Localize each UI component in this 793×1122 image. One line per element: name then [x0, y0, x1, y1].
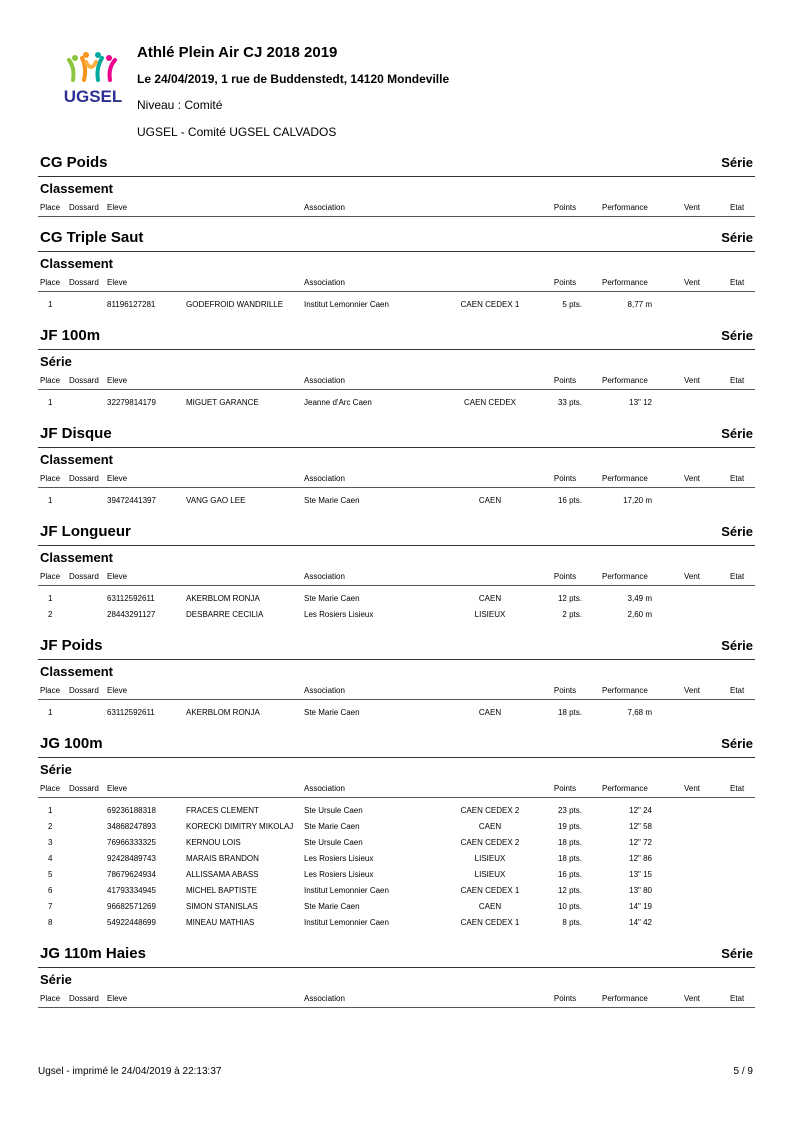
result-dossard: 69236188318	[107, 806, 156, 815]
event-spacer	[38, 217, 755, 226]
result-association: Institut Lemonnier Caen	[304, 886, 389, 895]
result-dossard: 39472441397	[107, 496, 156, 505]
result-eleve: KERNOU LOIS	[186, 838, 241, 847]
column-header-points: Points	[553, 994, 577, 1003]
event-name: JG 100m	[40, 735, 103, 752]
event-phase: Série	[40, 762, 72, 777]
result-row	[38, 914, 755, 930]
column-header-place: Place	[40, 686, 61, 695]
result-place: 6	[48, 886, 53, 895]
column-headers	[38, 780, 755, 798]
result-place: 8	[48, 918, 53, 927]
column-header-dossard: Dossard	[69, 686, 99, 695]
event-section	[38, 520, 755, 625]
column-header-place: Place	[40, 474, 61, 483]
column-headers	[38, 568, 755, 586]
event-spacer	[38, 933, 755, 942]
column-header-dossard: Dossard	[69, 474, 99, 483]
result-row	[38, 898, 755, 914]
result-place: 1	[48, 398, 53, 407]
column-header-points: Points	[553, 474, 577, 483]
result-association: Ste Marie Caen	[304, 822, 360, 831]
result-place: 1	[48, 594, 53, 603]
event-name: JF Longueur	[40, 523, 131, 540]
column-header-vent: Vent	[684, 686, 701, 695]
event-phase: Classement	[40, 664, 113, 679]
events-list	[38, 151, 755, 1008]
column-header-etat: Etat	[730, 784, 745, 793]
result-eleve: FRACES CLEMENT	[186, 806, 259, 815]
event-header	[38, 226, 755, 252]
result-eleve: ALLISSAMA ABASS	[186, 870, 259, 879]
column-header-association: Association	[304, 784, 345, 793]
event-spacer	[38, 413, 755, 422]
result-eleve: AKERBLOM RONJA	[186, 594, 260, 603]
result-points: 12 pts.	[557, 594, 582, 603]
event-name: JF Poids	[40, 637, 103, 654]
competition-title: Athlé Plein Air CJ 2018 2019	[137, 44, 338, 61]
result-row	[38, 704, 755, 720]
result-association: Institut Lemonnier Caen	[304, 918, 389, 927]
result-row	[38, 834, 755, 850]
result-performance: 13" 80	[629, 886, 652, 895]
result-city: CAEN	[478, 594, 502, 603]
column-header-etat: Etat	[730, 278, 745, 287]
column-header-performance: Performance	[602, 572, 648, 581]
event-section	[38, 942, 755, 1008]
result-place: 1	[48, 806, 53, 815]
result-points: 16 pts.	[557, 496, 582, 505]
column-header-dossard: Dossard	[69, 994, 99, 1003]
result-association: Ste Marie Caen	[304, 708, 360, 717]
result-association: Ste Ursule Caen	[304, 838, 363, 847]
event-section	[38, 732, 755, 933]
result-eleve: MIGUET GARANCE	[186, 398, 259, 407]
event-header	[38, 324, 755, 350]
result-performance: 13" 12	[629, 398, 652, 407]
column-header-performance: Performance	[602, 278, 648, 287]
column-header-performance: Performance	[602, 376, 648, 385]
result-points: 16 pts.	[557, 870, 582, 879]
column-header-eleve: Eleve	[107, 572, 128, 581]
result-association: Les Rosiers Lisieux	[304, 870, 374, 879]
column-header-points: Points	[553, 784, 577, 793]
result-city: LISIEUX	[474, 610, 506, 619]
result-eleve: MINEAU MATHIAS	[186, 918, 255, 927]
result-association: Ste Marie Caen	[304, 594, 360, 603]
ugsel-logo-icon	[60, 50, 126, 106]
column-header-vent: Vent	[684, 994, 701, 1003]
result-dossard: 32279814179	[107, 398, 156, 407]
result-dossard: 54922448699	[107, 918, 156, 927]
result-eleve: DESBARRE CECILIA	[186, 610, 264, 619]
column-header-etat: Etat	[730, 686, 745, 695]
result-row	[38, 394, 755, 410]
result-performance: 12" 58	[629, 822, 652, 831]
result-eleve: VANG GAO LEE	[186, 496, 246, 505]
result-row	[38, 866, 755, 882]
result-association: Ste Marie Caen	[304, 496, 360, 505]
results-list	[38, 292, 755, 315]
column-header-eleve: Eleve	[107, 474, 128, 483]
result-eleve: GODEFROID WANDRILLE	[186, 300, 284, 309]
column-header-association: Association	[304, 474, 345, 483]
column-header-performance: Performance	[602, 994, 648, 1003]
organisation-name: UGSEL - Comité UGSEL CALVADOS	[137, 125, 337, 139]
result-dossard: 96682571269	[107, 902, 156, 911]
event-header	[38, 634, 755, 660]
result-dossard: 78679624934	[107, 870, 156, 879]
column-header-eleve: Eleve	[107, 784, 128, 793]
result-row	[38, 818, 755, 834]
column-header-place: Place	[40, 572, 61, 581]
column-headers	[38, 470, 755, 488]
column-header-vent: Vent	[684, 278, 701, 287]
result-eleve: MICHEL BAPTISTE	[186, 886, 257, 895]
event-spacer	[38, 511, 755, 520]
event-header	[38, 942, 755, 968]
event-spacer	[38, 625, 755, 634]
result-place: 5	[48, 870, 53, 879]
column-header-performance: Performance	[602, 784, 648, 793]
event-phase: Classement	[40, 452, 113, 467]
result-points: 12 pts.	[557, 886, 582, 895]
column-header-vent: Vent	[684, 572, 701, 581]
result-points: 10 pts.	[557, 902, 582, 911]
event-header	[38, 422, 755, 448]
event-section	[38, 422, 755, 511]
column-header-vent: Vent	[684, 203, 701, 212]
event-name: CG Poids	[40, 154, 108, 171]
result-eleve: KORECKI DIMITRY MIKOLAJ	[186, 822, 294, 831]
column-header-place: Place	[40, 203, 61, 212]
event-name: JF Disque	[40, 425, 112, 442]
result-points: 33 pts.	[557, 398, 582, 407]
column-header-eleve: Eleve	[107, 376, 128, 385]
column-headers	[38, 274, 755, 292]
result-city: CAEN CEDEX 1	[460, 918, 520, 927]
column-header-place: Place	[40, 994, 61, 1003]
result-performance: 12" 72	[629, 838, 652, 847]
column-header-points: Points	[553, 203, 577, 212]
column-header-dossard: Dossard	[69, 278, 99, 287]
result-city: CAEN CEDEX 2	[460, 806, 520, 815]
event-phase: Classement	[40, 550, 113, 565]
result-city: LISIEUX	[474, 854, 506, 863]
column-header-points: Points	[553, 376, 577, 385]
column-header-dossard: Dossard	[69, 376, 99, 385]
column-header-points: Points	[553, 686, 577, 695]
result-city: CAEN CEDEX 2	[460, 838, 520, 847]
column-header-etat: Etat	[730, 376, 745, 385]
result-performance: 8,77 m	[627, 300, 652, 309]
column-header-dossard: Dossard	[69, 203, 99, 212]
column-header-association: Association	[304, 994, 345, 1003]
result-row	[38, 850, 755, 866]
logo-text: UGSEL	[63, 87, 123, 106]
column-header-place: Place	[40, 278, 61, 287]
results-list	[38, 390, 755, 413]
event-spacer	[38, 315, 755, 324]
result-association: Les Rosiers Lisieux	[304, 854, 374, 863]
result-dossard: 63112592611	[107, 594, 155, 603]
column-header-performance: Performance	[602, 203, 648, 212]
column-headers	[38, 372, 755, 390]
results-list	[38, 488, 755, 511]
column-header-vent: Vent	[684, 474, 701, 483]
event-section	[38, 324, 755, 413]
result-performance: 14" 19	[629, 902, 652, 911]
result-row	[38, 882, 755, 898]
event-header	[38, 520, 755, 546]
result-dossard: 41793334945	[107, 886, 156, 895]
column-header-eleve: Eleve	[107, 278, 128, 287]
result-row	[38, 606, 755, 622]
column-headers	[38, 199, 755, 217]
result-city: CAEN CEDEX 1	[460, 300, 520, 309]
column-header-eleve: Eleve	[107, 203, 128, 212]
event-phase: Classement	[40, 181, 113, 196]
event-phase: Classement	[40, 256, 113, 271]
column-header-dossard: Dossard	[69, 784, 99, 793]
result-dossard: 63112592611	[107, 708, 155, 717]
result-city: CAEN	[478, 708, 502, 717]
result-dossard: 76966333325	[107, 838, 156, 847]
result-points: 2 pts.	[562, 610, 582, 619]
results-list	[38, 586, 755, 625]
event-name: JF 100m	[40, 327, 101, 344]
results-list	[38, 798, 755, 933]
event-name: CG Triple Saut	[40, 229, 144, 246]
result-place: 2	[48, 610, 53, 619]
event-type: Série	[721, 524, 753, 539]
result-performance: 3,49 m	[627, 594, 652, 603]
event-header	[38, 151, 755, 177]
column-header-association: Association	[304, 203, 345, 212]
result-row	[38, 802, 755, 818]
result-performance: 12" 24	[629, 806, 652, 815]
result-place: 1	[48, 496, 53, 505]
column-header-vent: Vent	[684, 784, 701, 793]
result-city: CAEN	[478, 822, 502, 831]
column-header-place: Place	[40, 376, 61, 385]
result-association: Institut Lemonnier Caen	[304, 300, 389, 309]
result-city: CAEN CEDEX 1	[460, 886, 520, 895]
result-points: 19 pts.	[557, 822, 582, 831]
event-section	[38, 634, 755, 723]
event-type: Série	[721, 328, 753, 343]
column-header-performance: Performance	[602, 686, 648, 695]
result-place: 4	[48, 854, 53, 863]
result-dossard: 92428489743	[107, 854, 156, 863]
column-header-performance: Performance	[602, 474, 648, 483]
result-points: 8 pts.	[562, 918, 582, 927]
result-eleve: SIMON STANISLAS	[186, 902, 258, 911]
result-place: 1	[48, 300, 53, 309]
column-header-dossard: Dossard	[69, 572, 99, 581]
result-city: CAEN	[478, 902, 502, 911]
column-headers	[38, 682, 755, 700]
result-points: 18 pts.	[557, 838, 582, 847]
result-points: 18 pts.	[557, 854, 582, 863]
event-type: Série	[721, 946, 753, 961]
result-eleve: AKERBLOM RONJA	[186, 708, 260, 717]
result-row	[38, 296, 755, 312]
column-header-association: Association	[304, 278, 345, 287]
event-spacer	[38, 723, 755, 732]
event-section	[38, 151, 755, 217]
event-section	[38, 226, 755, 315]
result-association: Jeanne d'Arc Caen	[304, 398, 372, 407]
competition-level: Niveau : Comité	[137, 98, 223, 112]
column-header-association: Association	[304, 376, 345, 385]
event-type: Série	[721, 638, 753, 653]
result-place: 2	[48, 822, 53, 831]
column-header-etat: Etat	[730, 572, 745, 581]
column-header-association: Association	[304, 686, 345, 695]
result-row	[38, 492, 755, 508]
result-place: 7	[48, 902, 53, 911]
ugsel-logo	[60, 50, 126, 106]
print-timestamp: Ugsel - imprimé le 24/04/2019 à 22:13:37	[38, 1066, 222, 1077]
result-points: 5 pts.	[562, 300, 582, 309]
column-header-etat: Etat	[730, 203, 745, 212]
result-row	[38, 590, 755, 606]
column-header-etat: Etat	[730, 994, 745, 1003]
result-performance: 14" 42	[629, 918, 652, 927]
result-performance: 7,68 m	[627, 708, 652, 717]
column-headers	[38, 990, 755, 1008]
result-place: 1	[48, 708, 53, 717]
result-city: CAEN CEDEX	[463, 398, 516, 407]
event-phase: Série	[40, 354, 72, 369]
column-header-etat: Etat	[730, 474, 745, 483]
event-phase: Série	[40, 972, 72, 987]
column-header-points: Points	[553, 572, 577, 581]
page-number: 5 / 9	[733, 1066, 753, 1077]
result-performance: 12" 86	[629, 854, 652, 863]
column-header-eleve: Eleve	[107, 686, 128, 695]
result-association: Ste Ursule Caen	[304, 806, 363, 815]
result-performance: 13" 15	[629, 870, 652, 879]
competition-date-location: Le 24/04/2019, 1 rue de Buddenstedt, 14120 Mondeville	[137, 72, 450, 86]
event-header	[38, 732, 755, 758]
column-header-association: Association	[304, 572, 345, 581]
result-association: Ste Marie Caen	[304, 902, 360, 911]
result-dossard: 34868247893	[107, 822, 156, 831]
result-performance: 17,20 m	[623, 496, 652, 505]
result-place: 3	[48, 838, 53, 847]
result-association: Les Rosiers Lisieux	[304, 610, 374, 619]
results-list	[38, 700, 755, 723]
result-points: 18 pts.	[557, 708, 582, 717]
result-dossard: 28443291127	[107, 610, 156, 619]
event-type: Série	[721, 736, 753, 751]
column-header-points: Points	[553, 278, 577, 287]
event-type: Série	[721, 155, 753, 170]
column-header-vent: Vent	[684, 376, 701, 385]
result-performance: 2,60 m	[627, 610, 652, 619]
event-name: JG 110m Haies	[40, 945, 146, 962]
result-city: CAEN	[478, 496, 502, 505]
event-type: Série	[721, 230, 753, 245]
event-type: Série	[721, 426, 753, 441]
result-eleve: MARAIS BRANDON	[186, 854, 259, 863]
column-header-eleve: Eleve	[107, 994, 128, 1003]
column-header-place: Place	[40, 784, 61, 793]
result-points: 23 pts.	[557, 806, 582, 815]
result-dossard: 81196127281	[107, 300, 156, 309]
result-city: LISIEUX	[474, 870, 506, 879]
